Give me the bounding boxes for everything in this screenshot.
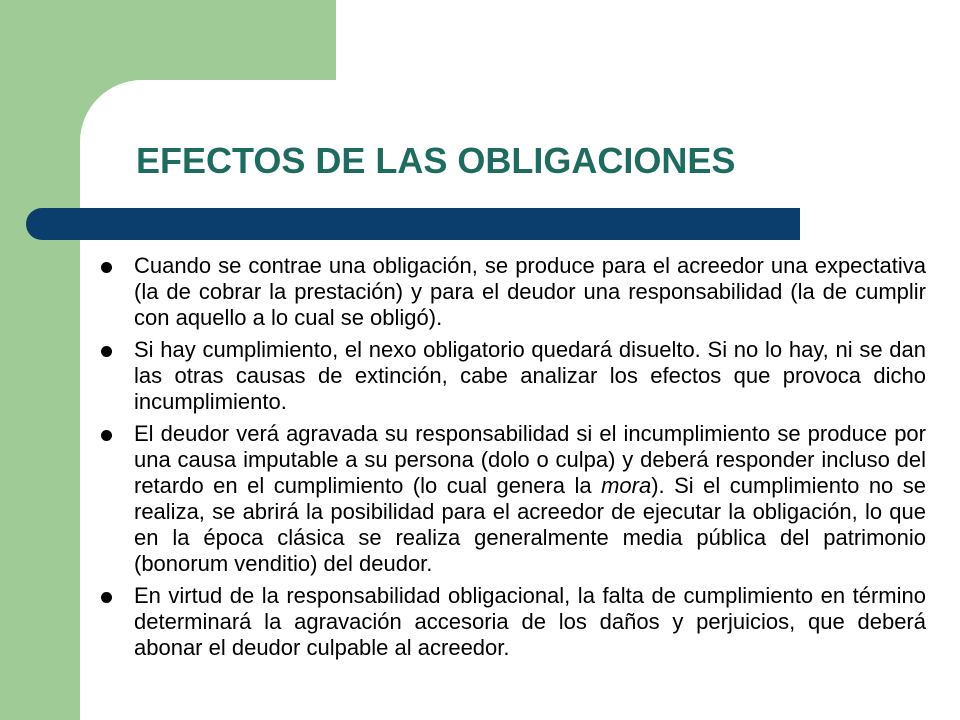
bullet-item (96, 583, 926, 661)
bullet-text: Cuando se contrae una obligación, se produce para el acreedor una expectativa (la de cobrar la prestación) y para el deudor una responsabilidad (la de cumplir con aquello a lo cual se obligó). (134, 253, 926, 330)
bullet-item (96, 337, 926, 415)
bullet-text: Si hay cumplimiento, el nexo obligatorio quedará disuelto. Si no lo hay, ni se dan las otras causas de extinción, cabe analizar los efectos que provoca dicho incumplimiento. (134, 337, 926, 414)
bullet-dot-icon (101, 346, 112, 357)
bullet-dot-icon (101, 430, 112, 441)
green-side-strip (0, 0, 80, 720)
bullet-dot-icon (101, 262, 112, 273)
bullet-text: ). Si el cumplimiento no se realiza, se abrirá la posibilidad para el acreedor de ejecutar la obligación, lo que en la época clásica se realiza generalmente media pública del patrimonio (bonorum venditio) del deudor. (134, 473, 926, 576)
title-underline-bar (26, 208, 800, 240)
bullet-text-italic: mora (601, 473, 652, 498)
bullet-text: En virtud de la responsabilidad obligacional, la falta de cumplimiento en término determinará la agravación accesoria de los daños y perjuicios, que deberá abonar el deudor culpable al acreedor. (134, 583, 926, 660)
bullet-list (96, 253, 926, 667)
bullet-text: El deudor verá agravada su responsabilidad si el incumplimiento se produce por una causa imputable a su persona (dolo o culpa) y deberá responder incluso del retardo en el cumplimiento (lo cual genera la (134, 421, 926, 498)
slide-title: EFECTOS DE LAS OBLIGACIONES (136, 140, 736, 181)
bullet-dot-icon (101, 592, 112, 603)
bullet-item (96, 421, 926, 577)
bullet-item (96, 253, 926, 331)
